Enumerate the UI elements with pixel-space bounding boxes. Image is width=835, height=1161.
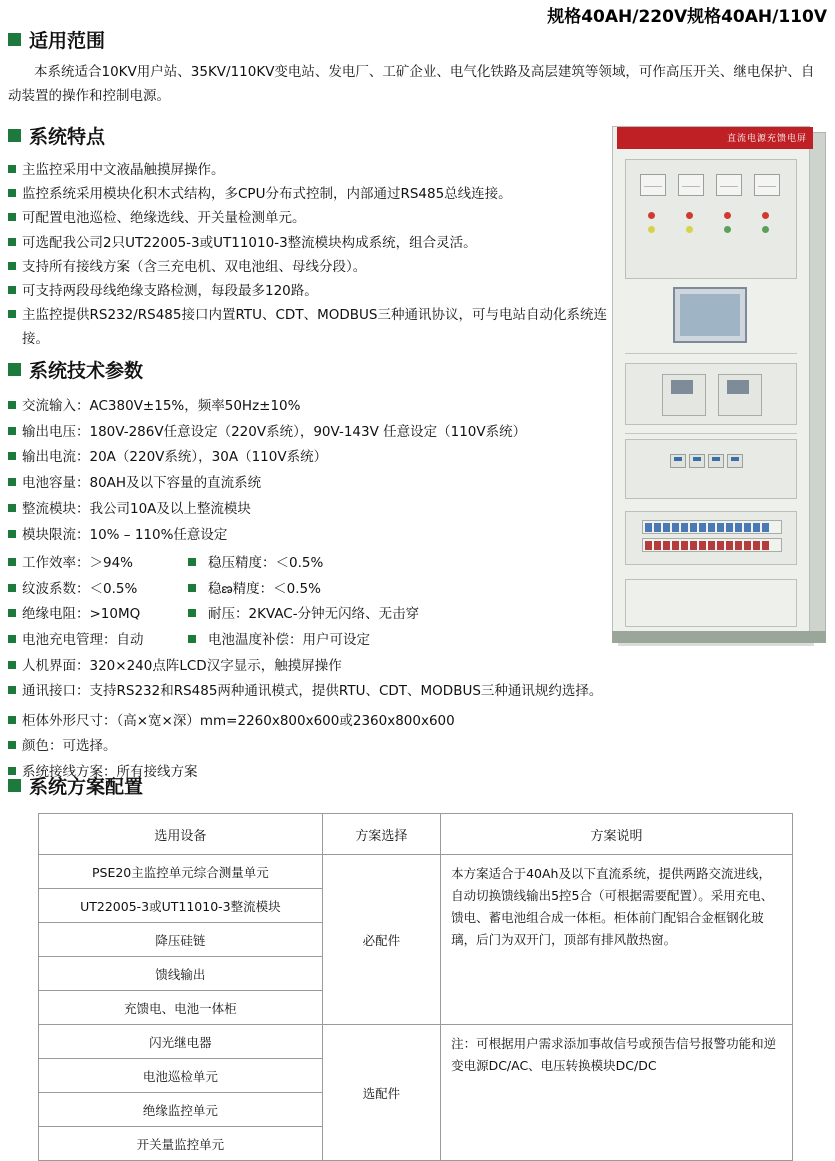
table-cell-device: 绝缘监控单元	[39, 1093, 323, 1127]
table-cell-device: 电池巡检单元	[39, 1059, 323, 1093]
cabinet-body	[612, 126, 810, 640]
cabinet-module-panel	[625, 363, 797, 425]
table-header-cell: 方案说明	[441, 814, 793, 855]
panel-meter	[754, 174, 780, 196]
bullet-square-icon	[8, 165, 16, 173]
cabinet-breaker-panel	[625, 439, 797, 499]
indicator-lamp	[762, 212, 769, 219]
table-cell-description: 本方案适合于40Ah及以下直流系统，提供两路交流进线，自动切换馈线输出5控5合（可根据需要配置）。采用充电、馈电、蓄电池组合成一体柜。柜体前门配铝合金框钢化玻璃，后门为双开门，顶部有排风散热窗。	[441, 855, 793, 1025]
list-item-label: 耐压：2KVAC-分钟无闪络、无击穿	[208, 606, 420, 623]
table-header-cell: 选用设备	[39, 814, 323, 855]
bullet-square-icon	[8, 661, 16, 669]
list-item-label: 纹波系数：＜0.5%	[22, 580, 138, 597]
circuit-breaker	[708, 454, 724, 468]
params-list	[8, 395, 608, 784]
list-item-label: 人机界面：320×240点阵LCD汉字显示，触摸屏操作	[22, 657, 342, 674]
list-item-label: 稳压精度：＜0.5%	[208, 554, 324, 571]
breaker-row	[670, 454, 743, 468]
bullet-square-icon	[8, 238, 16, 246]
bullet-square-icon	[188, 635, 196, 643]
bullet-square-icon	[188, 609, 196, 617]
cabinet-lower-door	[625, 579, 797, 627]
bullet-square-icon	[8, 478, 16, 486]
circuit-breaker	[727, 454, 743, 468]
indicator-lamp	[686, 212, 693, 219]
list-item-label: 通讯接口：支持RS232和RS485两种通讯模式，提供RTU、CDT、MODBUS三种通讯规约选择。	[22, 683, 603, 700]
list-item	[8, 446, 608, 469]
panel-meter	[640, 174, 666, 196]
rectifier-module	[662, 374, 706, 416]
list-item	[8, 256, 608, 279]
section-heading-config-label: 系统方案配置	[29, 776, 144, 798]
section-heading-scope-label: 适用范围	[29, 30, 106, 52]
list-item-pair	[8, 552, 608, 575]
section-features	[8, 122, 608, 352]
cabinet-top-banner	[617, 127, 813, 149]
circuit-breaker	[670, 454, 686, 468]
bullet-square-icon	[188, 584, 196, 592]
list-item	[8, 395, 608, 418]
list-item	[8, 280, 608, 303]
list-item-label: 模块限流：10% – 110%任意设定	[22, 526, 228, 543]
list-item-label: 电池温度补偿：用户可设定	[208, 631, 370, 648]
bullet-square-icon	[8, 716, 16, 724]
section-heading-scope	[8, 26, 818, 53]
list-item	[8, 735, 608, 758]
list-item-label: 主监控采用中文液晶触摸屏操作。	[22, 162, 225, 178]
table-cell-device: 馈线输出	[39, 957, 323, 991]
bullet-square-icon	[8, 530, 16, 538]
green-square-icon	[8, 363, 21, 376]
list-item-label: 输出电压：180V-286V任意设定（220V系统），90V-143V 任意设定（110V系统）	[22, 423, 527, 440]
green-square-icon	[8, 33, 21, 46]
list-item-label: 绝缘电阻：>10MQ	[22, 606, 141, 623]
bullet-square-icon	[8, 609, 16, 617]
bullet-square-icon	[8, 558, 16, 566]
list-item-label: 工作效率：＞94%	[22, 554, 134, 571]
list-item-label: 交流输入：AC380V±15%，频率50Hz±10%	[22, 398, 301, 414]
list-item-label: 监控系统采用模块化积木式结构，多CPU分布式控制，内部通过RS485总线连接。	[22, 186, 512, 203]
lcd-screen-inner	[680, 294, 740, 336]
cabinet-top-label: 直流电源充馈电屏	[726, 134, 807, 144]
list-item-label: 主监控提供RS232/RS485接口内置RTU、CDT、MODBUS三种通讯协议，可与电站自动化系统连接。	[22, 307, 607, 347]
list-item-pair	[8, 629, 608, 652]
list-item	[8, 472, 608, 495]
config-table	[38, 813, 793, 1161]
rectifier-module	[718, 374, 762, 416]
bullet-square-icon	[8, 452, 16, 460]
list-item	[8, 680, 608, 703]
terminal-strip-blue	[642, 520, 782, 534]
list-item-pair	[8, 578, 608, 601]
cabinet-terminal-panel	[625, 511, 797, 565]
list-item	[8, 655, 608, 678]
bullet-square-icon	[8, 686, 16, 694]
section-scope	[8, 26, 818, 108]
bullet-square-icon	[8, 310, 16, 318]
table-cell-choice-optional: 选配件	[322, 1025, 440, 1161]
table-cell-description-note: 注：可根据用户需求添加事故信号或预告信号报警功能和逆变电源DC/AC、电压转换模块DC/DC	[441, 1025, 793, 1161]
module-display	[727, 380, 749, 394]
list-item	[8, 710, 608, 733]
list-item	[8, 207, 608, 230]
table-row	[39, 1025, 793, 1059]
bullet-square-icon	[8, 286, 16, 294]
list-item	[8, 524, 608, 547]
list-item-pair	[8, 603, 608, 626]
terminal-strip-red	[642, 538, 782, 552]
table-cell-device: 充馈电、电池一体柜	[39, 991, 323, 1025]
list-item	[8, 498, 608, 521]
section-config	[8, 772, 826, 1161]
bullet-square-icon	[188, 558, 196, 566]
bullet-square-icon	[8, 262, 16, 270]
green-square-icon	[8, 779, 21, 792]
table-row	[39, 855, 793, 889]
list-item-label: 可支持两段母线绝缘支路检测，每段最多120路。	[22, 283, 318, 300]
table-cell-choice-required: 必配件	[322, 855, 440, 1025]
table-header-cell: 方案选择	[322, 814, 440, 855]
bullet-square-icon	[8, 401, 16, 409]
features-list	[8, 159, 608, 351]
bullet-square-icon	[8, 213, 16, 221]
list-item-label: 系统接线方案：所有接线方案	[22, 764, 198, 781]
panel-meter	[716, 174, 742, 196]
lcd-touch-screen[interactable]	[673, 287, 747, 343]
list-item-label: 颜色：可选择。	[22, 738, 117, 755]
cabinet-base	[612, 631, 826, 643]
green-square-icon	[8, 129, 21, 142]
indicator-lamp	[686, 226, 693, 233]
bullet-square-icon	[8, 635, 16, 643]
table-header-row	[39, 814, 793, 855]
list-item	[8, 183, 608, 206]
table-cell-device: UT22005-3或UT11010-3整流模块	[39, 889, 323, 923]
indicator-lamp	[724, 212, 731, 219]
section-heading-params-label: 系统技术参数	[29, 360, 144, 382]
list-item	[8, 304, 608, 350]
bullet-square-icon	[8, 741, 16, 749]
indicator-lamp	[724, 226, 731, 233]
panel-meter	[678, 174, 704, 196]
table-cell-device: 开关量监控单元	[39, 1127, 323, 1161]
circuit-breaker	[689, 454, 705, 468]
section-heading-params	[8, 356, 608, 383]
list-item-label: 可选配我公司2只UT22005-3或UT11010-3整流模块构成系统，组合灵活。	[22, 234, 477, 251]
list-item	[8, 159, 608, 182]
list-item-label: 柜体外形尺寸：（高×宽×深）mm=2260x800x600或2360x800x600	[22, 712, 455, 729]
cabinet-product-image	[608, 126, 830, 651]
indicator-lamp	[648, 212, 655, 219]
section-params	[8, 356, 608, 787]
list-item-label: 整流模块：我公司10A及以上整流模块	[22, 500, 251, 517]
bullet-square-icon	[8, 584, 16, 592]
cabinet-meter-panel	[625, 159, 797, 279]
indicator-lamp	[648, 226, 655, 233]
list-item-label: 输出电流：20A（220V系统），30A（110V系统）	[22, 449, 328, 466]
page-title: 规格40AH/220V规格40AH/110V	[547, 7, 827, 27]
module-display	[671, 380, 693, 394]
list-item-label: 电池充电管理：自动	[22, 631, 144, 648]
door-divider	[625, 353, 797, 354]
list-item-label: 稳ణ精度：＜0.5%	[208, 580, 321, 597]
list-item-label: 电池容量：80AH及以下容量的直流系统	[22, 475, 262, 492]
bullet-square-icon	[8, 427, 16, 435]
list-item	[8, 232, 608, 255]
bullet-square-icon	[8, 189, 16, 197]
list-item-label: 可配置电池巡检、绝缘选线、开关量检测单元。	[22, 210, 306, 227]
list-item-label: 支持所有接线方案（含三充电机、双电池组、母线分段）。	[22, 258, 367, 275]
scope-paragraph: 本系统适合10KV用户站、35KV/110KV变电站、发电厂、工矿企业、电气化铁路及高层建筑等领域，可作高压开关、继电保护、自动装置的操作和控制电源。	[8, 64, 815, 104]
table-cell-device: PSE20主监控单元综合测量单元	[39, 855, 323, 889]
list-item	[8, 421, 608, 444]
section-heading-features	[8, 122, 608, 149]
door-divider	[625, 433, 797, 434]
table-cell-device: 闪光继电器	[39, 1025, 323, 1059]
indicator-lamp	[762, 226, 769, 233]
section-heading-features-label: 系统特点	[29, 126, 106, 148]
section-heading-config	[8, 772, 826, 799]
table-cell-device: 降压硅链	[39, 923, 323, 957]
bullet-square-icon	[8, 504, 16, 512]
